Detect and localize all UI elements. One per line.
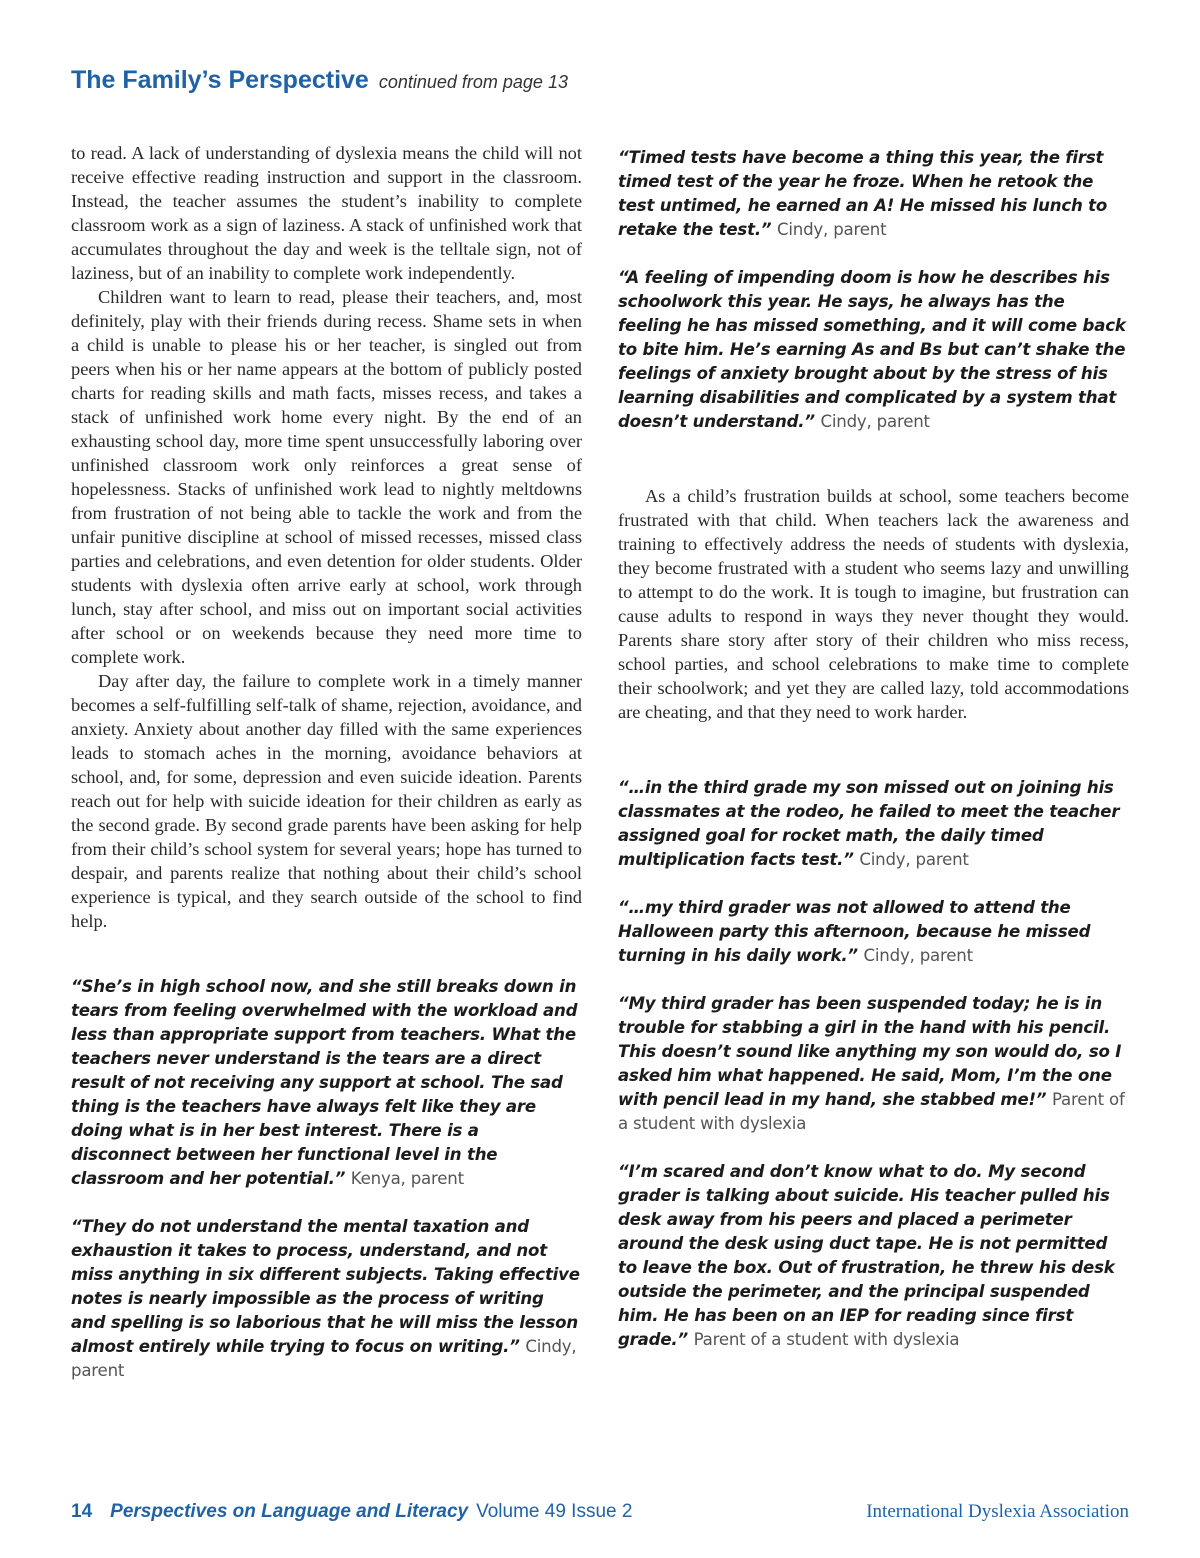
quote-attribution: Kenya, parent — [350, 1169, 464, 1188]
quote-text: “They do not understand the mental taxation and exhaustion it takes to process, understand, and not miss anything in six different subjects. Taking effective notes is nearly impossible as the process of writing and spelling is so laborious that he will miss the lesson almost entirely while trying to focus on writing.” — [71, 1217, 580, 1356]
quote-attribution: Cindy, parent — [776, 220, 887, 239]
paragraph: Children want to learn to read, please their teachers, and, most definitely, play with their friends during recess. Shame sets in when a child is unable to please his or her teacher, is singled out from peers when his or her name appears at the bottom of publicly posted charts for reading skills and math facts, misses recess, and takes a stack of unfinished work home every night. By the end of an exhausting school day, more time spent unsuccessfully laboring over unfinished classroom work only reinforces a great sense of hopelessness. Stacks of unfinished work lead to nightly meltdowns from frustration of not being able to tackle the work and from the unfair punitive discipline at school of missed recesses, missed class parties and celebrations, and even detention for older students. Older students with dyslexia often arrive early at school, work through lunch, stay after school, and miss out on important social activities after school or on weekends because they need more time to complete work. — [71, 287, 582, 667]
quote-attribution: Cindy, parent — [71, 1337, 577, 1380]
pull-quote — [618, 896, 1129, 968]
left-column — [71, 141, 582, 1383]
paragraph: to read. A lack of understanding of dyslexia means the child will not receive effective reading instruction and support in the classroom. Instead, the teacher assumes the student’s inability to complete classroom work as a sign of laziness. A stack of unfinished work that accumulates throughout the day and week is the telltale sign, not of laziness, but of an inability to complete work independently. — [71, 143, 582, 283]
quote-text: “She’s in high school now, and she still breaks down in tears from feeling overwhelmed with the workload and less than appropriate support from teachers. What the teachers never understand is the tears are a direct result of not receiving any support at school. The sad thing is the teachers have always felt like they are doing what is in her best interest. There is a disconnect between her functional level in the classroom and her potential.” — [71, 977, 578, 1188]
page-number: 14 — [71, 1501, 93, 1522]
page-header — [71, 66, 568, 95]
pull-quote — [618, 992, 1129, 1136]
section-title: The Family’s Perspective — [71, 66, 369, 94]
page-footer — [71, 1501, 1129, 1523]
left-body-text — [71, 141, 582, 933]
quote-attribution: Parent of a student with dyslexia — [693, 1330, 960, 1349]
right-body-text — [618, 484, 1129, 724]
quote-attribution: Cindy, parent — [863, 946, 973, 965]
journal-title: Perspectives on Language and Literacy — [110, 1501, 469, 1522]
paragraph: As a child’s frustration builds at school, some teachers become frustrated with that child. When teachers lack the awareness and training to effectively address the needs of students with dyslexia, they become frustrated with a student who seems lazy and unwilling to attempt to do the work. It is tough to imagine, but frustration can cause adults to respond in ways they never thought they would. Parents share story after story of their children who miss recess, school parties, and school celebrations to make time to complete their schoolwork; and yet they are called lazy, told accommodations are cheating, and that they need to work harder. — [618, 486, 1129, 722]
volume-issue: Volume 49 Issue 2 — [476, 1501, 633, 1522]
quote-text: “…in the third grade my son missed out on joining his classmates at the rodeo, he failed to meet the teacher assigned goal for rocket math, the daily timed multiplication facts test.” — [618, 778, 1120, 869]
quote-text: “Timed tests have become a thing this year, the first timed test of the year he froze. When he retook the test untimed, he earned an A! He missed his lunch to retake the test.” — [618, 148, 1108, 239]
quote-text: “My third grader has been suspended today; he is in trouble for stabbing a girl in the hand with his pencil. This doesn’t sound like anything my son would do, so I asked him what happened. He said, Mom, I’m the one with pencil lead in my hand, she stabbed me!” — [618, 994, 1122, 1109]
pull-quote — [618, 266, 1129, 434]
quote-attribution: Cindy, parent — [859, 850, 969, 869]
quote-text: “I’m scared and don’t know what to do. My second grader is talking about suicide. His teacher pulled his desk away from his peers and placed a perimeter around the desk using duct tape. He is not permitted to leave the box. Out of frustration, he threw his desk outside the perimeter, and the principal suspended him. He has been on an IEP for reading since first grade.” — [618, 1162, 1115, 1349]
pull-quote — [71, 975, 582, 1191]
quote-attribution: Cindy, parent — [820, 412, 930, 431]
paragraph: Day after day, the failure to complete work in a timely manner becomes a self-fulfilling self-talk of shame, rejection, avoidance, and anxiety. Anxiety about another day filled with the same experiences leads to stomach aches in the morning, avoidance behaviors at school, and, for some, depression and even suicide ideation. Parents reach out for help with suicide ideation for their children as early as the second grade. By second grade parents have been asking for help from their child’s school system for several years; hope has turned to despair, and parents realize that nothing about their child’s school experience is typical, and they search outside of the school to find help. — [71, 671, 582, 931]
organization-name: International Dyslexia Association — [866, 1501, 1129, 1522]
continued-note: continued from page 13 — [378, 72, 568, 92]
quote-text: “A feeling of impending doom is how he describes his schoolwork this year. He says, he always has the feeling he has missed something, and it will come back to bite him. He’s earning As and Bs but can’t shake the feelings of anxiety brought about by the stress of his learning disabilities and complicated by a system that doesn’t understand.” — [618, 268, 1126, 431]
quote-text: “…my third grader was not allowed to attend the Halloween party this afternoon, because he missed turning in his daily work.” — [618, 898, 1091, 965]
pull-quote — [618, 776, 1129, 872]
right-column — [618, 141, 1129, 1352]
quote-attribution: Parent of a student with dyslexia — [618, 1090, 1125, 1133]
pull-quote — [618, 1160, 1129, 1352]
pull-quote — [618, 146, 1129, 242]
pull-quote — [71, 1215, 582, 1383]
